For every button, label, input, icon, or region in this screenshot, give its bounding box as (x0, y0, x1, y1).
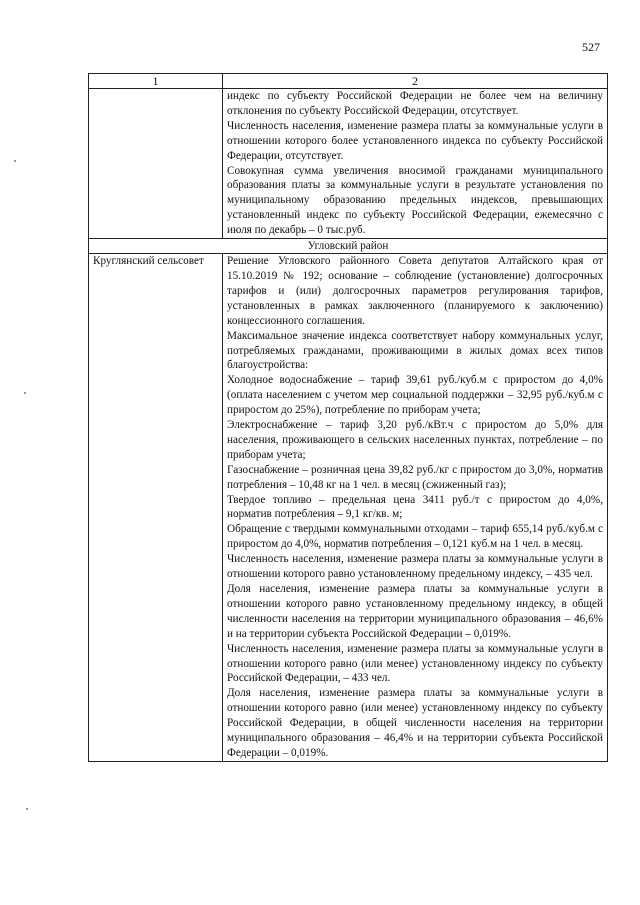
entry-paragraph: Доля населения, изменение размера платы за коммунальные услуги в отношении которого равно (или менее) установленному индексу по субъекту Российской Федерации, в общей численности населения на территории муниципального образования – 46,4% и на территории субъекта Российской Федерации – 0,019%. (227, 687, 603, 759)
column-1-header: 1 (89, 74, 223, 89)
continuation-text-cell (223, 89, 608, 239)
entry-paragraph: Численность населения, изменение размера платы за коммунальные услуги в отношении которого равно установленному предельному индексу, – 435 чел. (227, 553, 603, 581)
region-title: Угловский район (89, 239, 608, 254)
entry-paragraph: Численность населения, изменение размера платы за коммунальные услуги в отношении которого равно (или менее) установленному индексу по субъекту Российской Федерации, – 433 чел. (227, 642, 603, 685)
continuation-paragraph: Совокупная сумма увеличения вносимой гражданами муниципального образования платы за коммунальные услуги в результате установления по муниципальному образованию предельных индексов, превышающих установленный индекс по субъекту Российской Федерации, ежемесячно с июля по декабрь – 0 тыс.руб. (227, 164, 603, 237)
entry-paragraph: Газоснабжение – розничная цена 39,82 руб./кг с приростом до 3,0%, норматив потребления – 10,48 кг на 1 чел. в месяц (сжиженный газ); (227, 463, 603, 491)
column-2-header: 2 (223, 74, 608, 89)
entry-text-cell (223, 254, 608, 762)
entry-paragraph: Обращение с твердыми коммунальными отходами – тариф 655,14 руб./куб.м с приростом до 4,0%, норматив потребления – 0,121 куб.м на 1 чел. в месяц. (227, 523, 603, 551)
entry-paragraph: Доля населения, изменение размера платы за коммунальные услуги в отношении которого равно установленному предельному индексу, в общей численности населения на территории муниципального образования – 46,6% и на территории субъекта Российской Федерации – 0,019%. (227, 583, 603, 640)
region-row (89, 239, 608, 254)
entry-paragraph: Электроснабжение – тариф 3,20 руб./кВт.ч с приростом до 5,0% для населения, проживающего в сельских населенных пунктах, потребление – по приборам учета; (227, 419, 603, 461)
entry-name: Круглянский сельсовет (89, 254, 223, 762)
continuation-name-cell (89, 89, 223, 239)
entry-paragraph: Холодное водоснабжение – тариф 39,61 руб./куб.м с приростом до 4,0% (оплата населением с учетом мер социальной поддержки – 32,95 руб./куб.м с приростом до 25%), потребление по приборам учета; (227, 374, 603, 417)
scan-speck (26, 808, 28, 810)
entry-paragraph: Максимальное значение индекса соответствует набору коммунальных услуг, потребляемых гражданами, проживающими в жилых домах всех типов благоустройства: (227, 329, 603, 372)
page-number: 527 (582, 40, 600, 54)
entry-row (89, 254, 608, 762)
continuation-paragraph: индекс по субъекту Российской Федерации не более чем на величину отклонения по субъекту Российской Федерации, отсутствует. (227, 90, 603, 117)
table-header-row (89, 74, 608, 89)
continuation-paragraph: Численность населения, изменение размера платы за коммунальные услуги в отношении которого более установленного индекса по субъекту Российской Федерации, отсутствует. (227, 119, 603, 162)
scan-speck (14, 160, 16, 162)
continuation-row (89, 89, 608, 239)
document-table (88, 73, 608, 762)
entry-paragraph: Твердое топливо – предельная цена 3411 руб./т с приростом до 4,0%, норматив потребления – 9,1 кг/кв. м; (227, 493, 603, 521)
entry-paragraph: Решение Угловского районного Совета депутатов Алтайского края от 15.10.2019 № 192; основание – соблюдение (установление) долгосрочных тарифов и (или) долгосрочных параметров регулирования тарифов, установленных в рамках заключенного (планируемого к заключению) концессионного соглашения. (227, 255, 603, 327)
scan-speck (24, 392, 26, 394)
